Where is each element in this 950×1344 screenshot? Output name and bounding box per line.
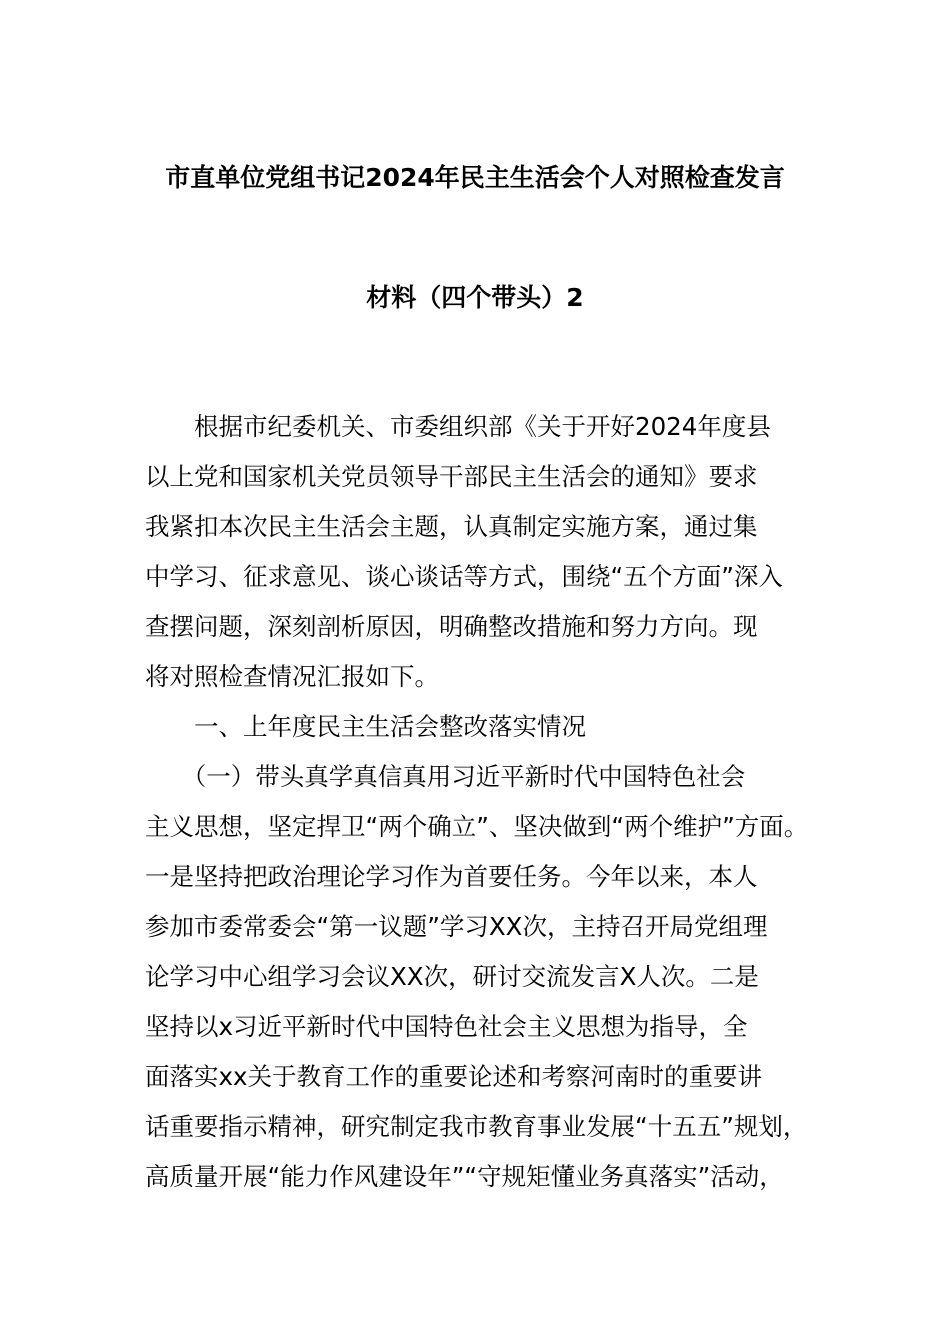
document-body: [145, 402, 835, 1202]
body-line: 一是坚持把政治理论学习作为首要任务。今年以来，本人: [145, 862, 758, 891]
body-line: 查摆问题，深刻剖析原因，明确整改措施和努力方向。现: [145, 612, 758, 641]
body-line: 中学习、征求意见、谈心谈话等方式，围绕“五个方面”深入: [145, 562, 783, 591]
body-line: （一）带头真学真信真用习近平新时代中国特色社会: [145, 762, 746, 791]
body-line: 以上党和国家机关党员领导干部民主生活会的通知》要求: [145, 462, 758, 491]
body-line: 论学习中心组学习会议XX次，研讨交流发言X人次。二是: [145, 962, 759, 991]
body-line: 话重要指示精神，研究制定我市教育事业发展“十五五”规划，: [145, 1112, 808, 1141]
body-line: 根据市纪委机关、市委组织部《关于开好2024年度县: [145, 412, 771, 441]
body-line: 将对照检查情况汇报如下。: [145, 662, 439, 691]
body-line: 坚持以x习近平新时代中国特色社会主义思想为指导，全: [145, 1012, 748, 1041]
document-title-line-2: 材料（四个带头）2: [366, 283, 584, 312]
body-line: 高质量开展“能力作风建设年”“守规矩懂业务真落实”活动，: [145, 1162, 784, 1191]
document-title-line-1: 市直单位党组书记2024年民主生活会个人对照检查发言: [165, 163, 785, 192]
section-heading: 一、上年度民主生活会整改落实情况: [145, 712, 586, 741]
body-line: 我紧扣本次民主生活会主题，认真制定实施方案，通过集: [145, 512, 758, 541]
body-line: 主义思想，坚定捍卫“两个确立”、坚决做到“两个维护”方面。: [145, 812, 809, 841]
body-line: 参加市委常委会“第一议题”学习XX次，主持召开局党组理: [145, 912, 768, 941]
body-line: 面落实xx关于教育工作的重要论述和考察河南时的重要讲: [145, 1062, 762, 1091]
